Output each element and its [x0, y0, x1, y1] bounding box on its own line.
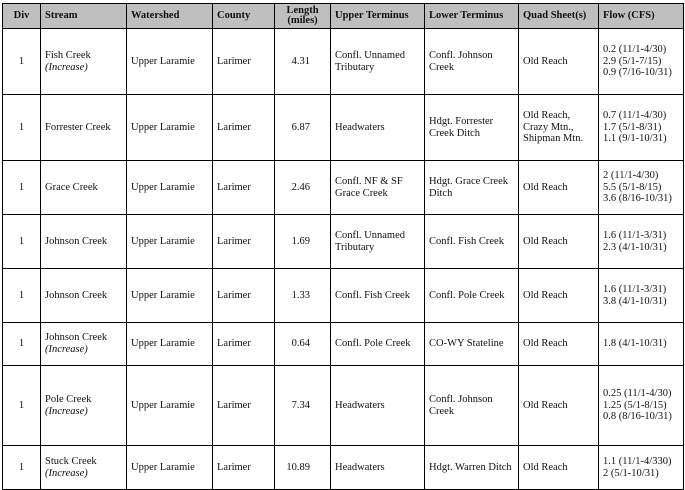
flow-entry: 1.6 (11/1-3/31) — [603, 229, 667, 241]
cell-div: 1 — [3, 446, 41, 490]
cell-length: 4.31 — [275, 29, 331, 95]
cell-stream — [41, 323, 127, 366]
cell-length: 2.46 — [275, 161, 331, 215]
flow-entry: 3.8 (4/1-10/31) — [603, 295, 667, 307]
cell-upper-terminus: Confl. Pole Creek — [331, 323, 425, 366]
header-lower-terminus: Lower Terminus — [425, 4, 519, 29]
cell-upper-terminus: Headwaters — [331, 95, 425, 161]
cell-div: 1 — [3, 29, 41, 95]
cell-county: Larimer — [213, 161, 275, 215]
cell-div: 1 — [3, 215, 41, 269]
cell-div: 1 — [3, 366, 41, 446]
cell-upper-terminus: Confl. NF & SF Grace Creek — [331, 161, 425, 215]
header-stream: Stream — [41, 4, 127, 29]
cell-length: 0.64 — [275, 323, 331, 366]
header-div: Div — [3, 4, 41, 29]
stream-name: Forrester Creek — [45, 121, 111, 133]
cell-lower-terminus: Confl. Johnson Creek — [425, 29, 519, 95]
cell-stream — [41, 269, 127, 323]
cell-div: 1 — [3, 323, 41, 366]
table-row — [3, 446, 684, 490]
cell-flow — [599, 29, 684, 95]
cell-watershed: Upper Laramie — [127, 366, 213, 446]
cell-div: 1 — [3, 269, 41, 323]
cell-flow — [599, 366, 684, 446]
cell-stream — [41, 446, 127, 490]
cell-flow — [599, 161, 684, 215]
increase-note: (Increase) — [45, 467, 88, 479]
header-county: County — [213, 4, 275, 29]
table-row — [3, 29, 684, 95]
stream-name: Fish Creek — [45, 49, 91, 61]
cell-quad-sheets: Old Reach — [519, 161, 599, 215]
increase-note: (Increase) — [45, 61, 88, 73]
flow-entry: 5.5 (5/1-8/15) — [603, 181, 662, 193]
cell-stream — [41, 366, 127, 446]
cell-lower-terminus: CO-WY Stateline — [425, 323, 519, 366]
cell-county: Larimer — [213, 95, 275, 161]
cell-county: Larimer — [213, 29, 275, 95]
cell-upper-terminus: Headwaters — [331, 366, 425, 446]
table-body — [3, 29, 684, 490]
cell-county: Larimer — [213, 446, 275, 490]
stream-name: Johnson Creek — [45, 235, 108, 247]
cell-flow — [599, 215, 684, 269]
stream-name: Johnson Creek — [45, 332, 108, 344]
header-quad-sheets: Quad Sheet(s) — [519, 4, 599, 29]
cell-watershed: Upper Laramie — [127, 161, 213, 215]
cell-watershed: Upper Laramie — [127, 323, 213, 366]
flow-entry: 0.7 (11/1-4/30) — [603, 109, 667, 121]
cell-lower-terminus: Confl. Fish Creek — [425, 215, 519, 269]
cell-div: 1 — [3, 161, 41, 215]
cell-length: 7.34 — [275, 366, 331, 446]
table-row — [3, 95, 684, 161]
increase-note: (Increase) — [45, 405, 88, 417]
cell-stream — [41, 161, 127, 215]
flow-entry: 1.7 (5/1-8/31) — [603, 121, 662, 133]
flow-entry: 0.2 (11/1-4/30) — [603, 43, 667, 55]
table-row — [3, 366, 684, 446]
flow-entry: 2 (5/1-10/31) — [603, 467, 659, 479]
flow-entry: 1.8 (4/1-10/31) — [603, 338, 667, 350]
header-row — [3, 4, 684, 29]
header-flow: Flow (CFS) — [599, 4, 684, 29]
cell-watershed: Upper Laramie — [127, 95, 213, 161]
cell-county: Larimer — [213, 366, 275, 446]
cell-quad-sheets: Old Reach — [519, 215, 599, 269]
cell-length: 10.89 — [275, 446, 331, 490]
cell-upper-terminus: Confl. Unnamed Tributary — [331, 215, 425, 269]
cell-lower-terminus: Hdgt. Warren Ditch — [425, 446, 519, 490]
flow-entry: 1.6 (11/1-3/31) — [603, 283, 667, 295]
flow-entry: 0.8 (8/16-10/31) — [603, 411, 672, 423]
increase-note: (Increase) — [45, 344, 88, 355]
cell-lower-terminus: Confl. Pole Creek — [425, 269, 519, 323]
cell-county: Larimer — [213, 269, 275, 323]
table-row — [3, 323, 684, 366]
cell-watershed: Upper Laramie — [127, 269, 213, 323]
cell-quad-sheets: Old Reach — [519, 323, 599, 366]
flow-entry: 2 (11/1-4/30) — [603, 169, 659, 181]
cell-quad-sheets: Old Reach — [519, 366, 599, 446]
cell-upper-terminus: Confl. Unnamed Tributary — [331, 29, 425, 95]
stream-name: Grace Creek — [45, 181, 98, 193]
cell-quad-sheets: Old Reach — [519, 269, 599, 323]
flow-entry: 0.25 (11/1-4/30) — [603, 387, 672, 399]
cell-length: 1.33 — [275, 269, 331, 323]
instream-flow-table — [2, 3, 684, 490]
table-row — [3, 215, 684, 269]
cell-flow — [599, 95, 684, 161]
flow-entry: 2.3 (4/1-10/31) — [603, 241, 667, 253]
header-length: Length (miles) — [275, 4, 331, 29]
cell-div: 1 — [3, 95, 41, 161]
cell-watershed: Upper Laramie — [127, 215, 213, 269]
table-row — [3, 161, 684, 215]
cell-lower-terminus: Hdgt. Forrester Creek Ditch — [425, 95, 519, 161]
cell-lower-terminus: Confl. Johnson Creek — [425, 366, 519, 446]
header-watershed: Watershed — [127, 4, 213, 29]
cell-stream — [41, 215, 127, 269]
header-upper-terminus: Upper Terminus — [331, 4, 425, 29]
cell-lower-terminus: Hdgt. Grace Creek Ditch — [425, 161, 519, 215]
flow-entry: 1.1 (11/1-4/330) — [603, 455, 672, 467]
cell-length: 1.69 — [275, 215, 331, 269]
flow-entry: 0.9 (7/16-10/31) — [603, 67, 672, 79]
table-row — [3, 269, 684, 323]
cell-county: Larimer — [213, 323, 275, 366]
flow-entry: 1.1 (9/1-10/31) — [603, 133, 667, 145]
cell-flow — [599, 269, 684, 323]
cell-county: Larimer — [213, 215, 275, 269]
flow-entry: 2.9 (5/1-7/15) — [603, 55, 662, 67]
flow-entry: 3.6 (8/16-10/31) — [603, 193, 672, 205]
stream-name: Johnson Creek — [45, 289, 108, 301]
stream-name: Pole Creek — [45, 393, 92, 405]
cell-upper-terminus: Headwaters — [331, 446, 425, 490]
stream-name: Stuck Creek — [45, 455, 97, 467]
cell-flow — [599, 323, 684, 366]
cell-quad-sheets: Old Reach — [519, 29, 599, 95]
cell-flow — [599, 446, 684, 490]
cell-watershed: Upper Laramie — [127, 446, 213, 490]
cell-upper-terminus: Confl. Fish Creek — [331, 269, 425, 323]
cell-quad-sheets: Old Reach — [519, 446, 599, 490]
cell-quad-sheets: Old Reach, Crazy Mtn., Shipman Mtn. — [519, 95, 599, 161]
cell-stream — [41, 95, 127, 161]
cell-watershed: Upper Laramie — [127, 29, 213, 95]
cell-length: 6.87 — [275, 95, 331, 161]
cell-stream — [41, 29, 127, 95]
flow-entry: 1.25 (5/1-8/15) — [603, 399, 667, 411]
